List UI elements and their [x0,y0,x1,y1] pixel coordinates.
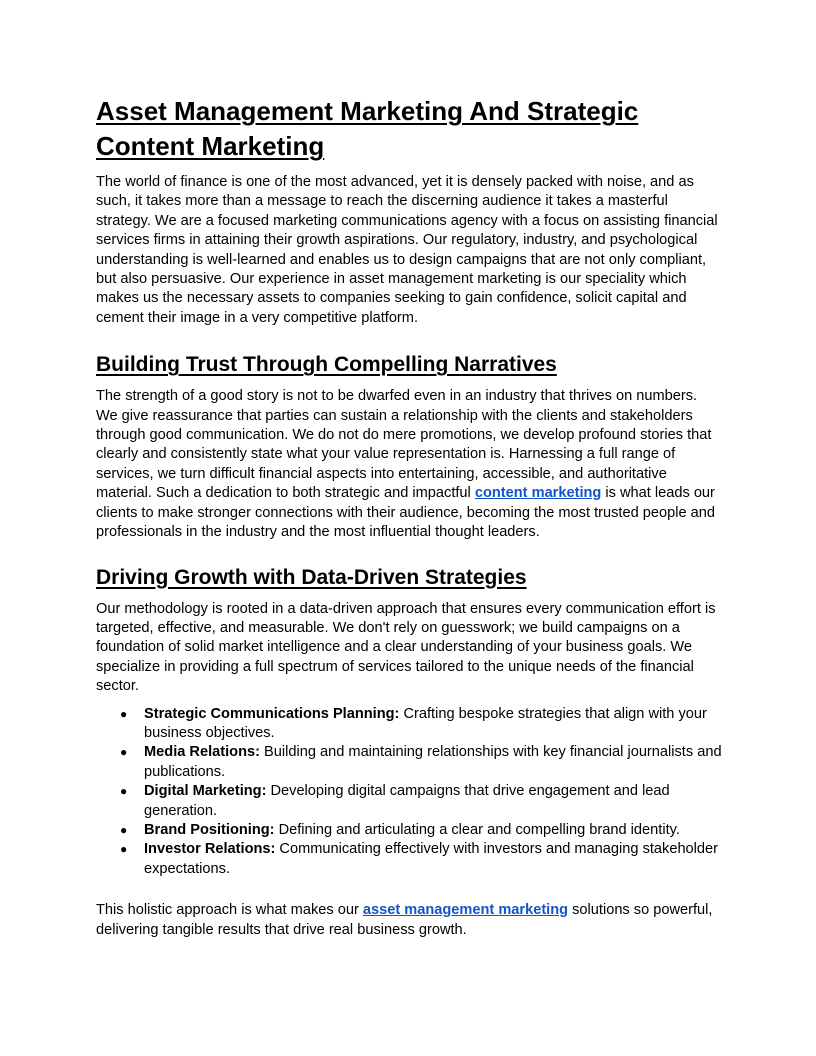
bullet-icon: ● [120,745,128,760]
service-term: Strategic Communications Planning: [144,705,400,722]
list-item [120,743,722,782]
bullet-icon: ● [120,822,128,837]
trust-text-after-link: is what leads our clients to make stronger connections with their audience, becoming the most trusted people and professionals in the industry and the most influential thought leaders. [96,485,715,541]
bullet-icon: ● [120,706,128,721]
list-item [120,840,722,879]
service-description: Building and maintaining relationships with key financial journalists and publications. [144,744,722,780]
asset-management-marketing-link[interactable]: asset management marketing [362,902,569,919]
services-list [96,705,722,880]
service-description: Communicating effectively with investors and managing stakeholder expectations. [144,841,719,877]
service-term: Investor Relations: [144,841,276,858]
bullet-icon: ● [120,784,128,799]
page-title: Asset Management Marketing And Strategic Content Marketing [96,96,639,161]
intro-paragraph: The world of finance is one of the most advanced, yet it is densely packed with noise, and as such, it takes more than a message to reach the discerning audience it takes a masterful strategy. We are a focused marketing communications agency with a focus on assisting financial services firms in attaining their growth aspirations. Our regulatory, industry, and psychological understanding is well-learned and enables us to design campaigns that are not only compliant, but also persuasive. Our experience in asset management marketing is our speciality which makes us the necessary assets to companies seeking to gain confidence, solicit capital and cement their image in a very competitive platform. [96,174,718,326]
service-description: Defining and articulating a clear and compelling brand identity. [274,821,680,838]
trust-heading: Building Trust Through Compelling Narratives [96,353,557,377]
bullet-icon: ● [120,842,128,857]
closing-text-after-link: solutions so powerful, delivering tangible results that drive real business growth. [96,902,713,938]
service-description: Crafting bespoke strategies that align with your business objectives. [144,705,707,741]
service-term: Media Relations: [144,744,260,761]
closing-paragraph [96,901,722,940]
list-item [120,705,722,744]
service-description: Developing digital campaigns that drive engagement and lead generation. [144,783,670,819]
service-term: Digital Marketing: [144,783,267,800]
growth-paragraph: Our methodology is rooted in a data-driven approach that ensures every communication effort is targeted, effective, and measurable. We don't rely on guesswork; we build campaigns on a foundation of solid market intelligence and a clear understanding of your business goals. We specialize in providing a full spectrum of services tailored to the unique needs of the financial sector. [96,600,716,695]
content-marketing-link[interactable]: content marketing [474,485,602,502]
service-term: Brand Positioning: [144,821,275,838]
growth-heading: Driving Growth with Data-Driven Strategies [96,565,527,589]
list-item [120,782,722,821]
document-page [96,94,722,940]
closing-text-before-link: This holistic approach is what makes our [96,902,363,919]
trust-paragraph [96,387,722,542]
list-item [120,821,722,840]
trust-text-before-link: The strength of a good story is not to be dwarfed even in an industry that thrives on numbers. We give reassurance that parties can sustain a relationship with the clients and stakeholders through good communication. We do not do mere promotions, we develop profound stories that clearly and consistently state what your value representation is. Harnessing a full range of services, we turn difficult financial aspects into entertaining, accessible, and authoritative material. Such a dedication to both strategic and impactful [96,388,712,502]
